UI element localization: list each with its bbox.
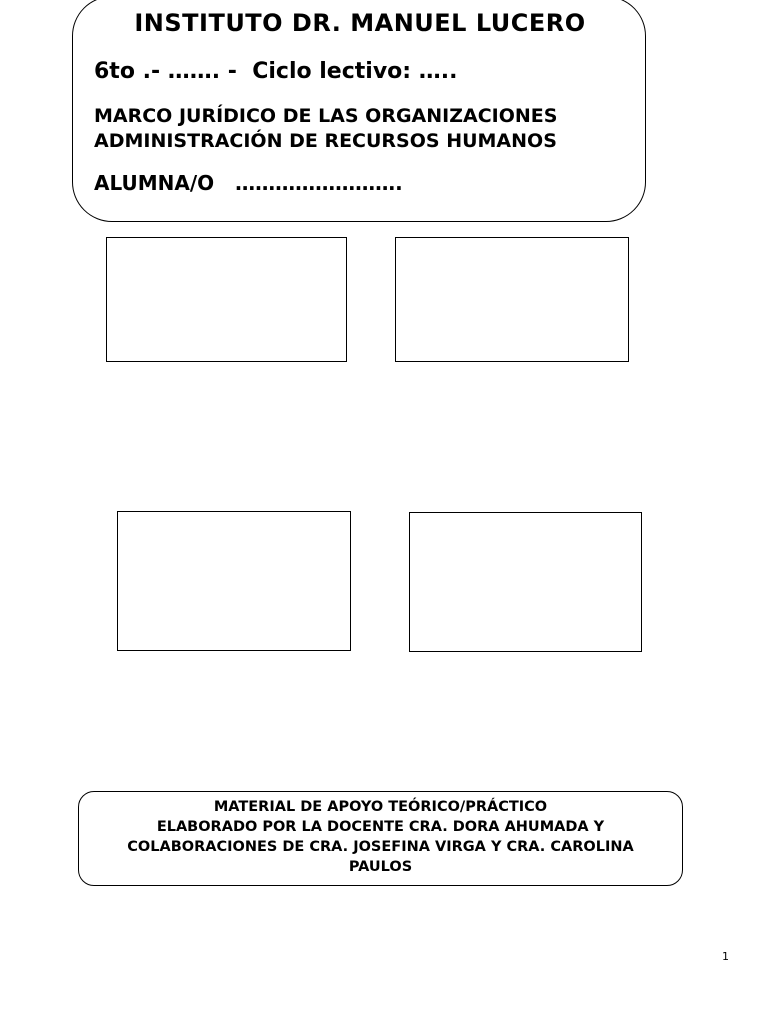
cover-header-box xyxy=(72,0,646,222)
image-placeholder-3 xyxy=(117,511,351,651)
credits-line-3: COLABORACIONES DE CRA. JOSEFINA VIRGA Y CRA. CAROLINA xyxy=(127,839,634,855)
image-placeholder-1 xyxy=(106,237,347,362)
image-placeholder-2 xyxy=(395,237,629,362)
course-line: 6to .- ……. - Ciclo lectivo: ….. xyxy=(94,59,458,84)
credits-line-1: MATERIAL DE APOYO TEÓRICO/PRÁCTICO xyxy=(213,799,548,815)
page-number: 1 xyxy=(722,950,729,963)
student-name-line: ALUMNA/O ……………………. xyxy=(94,171,403,195)
image-placeholder-4 xyxy=(409,512,642,652)
subject-title-1: MARCO JURÍDICO DE LAS ORGANIZACIONES xyxy=(94,105,558,127)
school-name: INSTITUTO DR. MANUEL LUCERO xyxy=(134,9,586,37)
credits-line-4: PAULOS xyxy=(348,859,413,875)
subject-title-2: ADMINISTRACIÓN DE RECURSOS HUMANOS xyxy=(94,130,557,152)
credits-box xyxy=(78,791,683,886)
credits-line-2: ELABORADO POR LA DOCENTE CRA. DORA AHUMADA Y xyxy=(156,819,605,835)
